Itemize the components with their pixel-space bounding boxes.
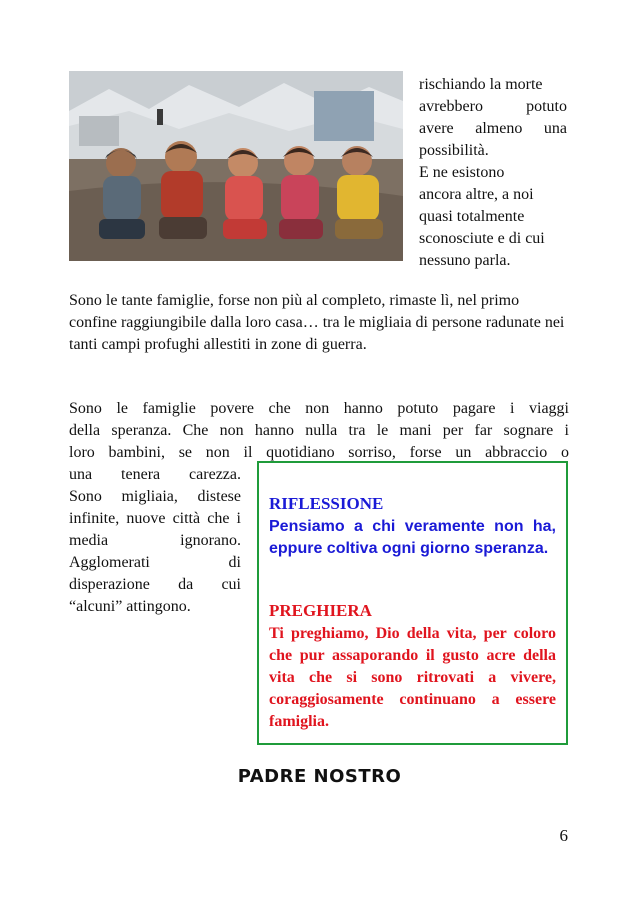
preghiera-title: PREGHIERA	[269, 601, 372, 620]
side-text	[419, 74, 567, 272]
preghiera-body: Ti preghiamo, Dio della vita, per coloro che pur assaporando il gusto acre della vita che si sono ritrovati a vivere, coraggiosamente continuano a essere famiglia.	[269, 625, 556, 730]
side-text-line: rischiando la morte	[419, 76, 543, 93]
side-text-line: nessuno parla.	[419, 252, 511, 269]
paragraph-line: della speranza. Che non hanno nulla tra le mani per far sognare i	[69, 422, 569, 439]
closing-prayer-title: PADRE NOSTRO	[237, 766, 402, 787]
photo-illustration	[69, 71, 403, 261]
side-text-line: sconosciute e di cui	[419, 230, 545, 247]
paragraph-line: una tenera carezza.	[69, 466, 241, 483]
paragraph-line: loro bambini, se non il quotidiano sorriso, forse un abbraccio o	[69, 444, 569, 461]
side-text-line: avere almeno una	[419, 120, 567, 137]
paragraph-poor-families-lines	[69, 398, 569, 464]
side-text-line: E ne esistono	[419, 164, 505, 181]
side-text-line: avrebbero potuto	[419, 98, 567, 115]
side-text-line: quasi totalmente	[419, 208, 525, 225]
refugee-children-photo	[69, 71, 403, 261]
riflessione-body: Pensiamo a chi veramente non ha, eppure coltiva ogni giorno speranza.	[269, 518, 556, 557]
riflessione-title: RIFLESSIONE	[269, 494, 384, 513]
side-text-line: possibilità.	[419, 142, 489, 159]
paragraph-families: Sono le tante famiglie, forse non più al completo, rimaste lì, nel primo confine raggiungibile dalla loro casa… tra le migliaia di persone radunate nei tanti campi profughi allestiti in zone di guerra.	[69, 292, 565, 353]
page-number: 6	[559, 826, 568, 845]
paragraph-line: Sono le famiglie povere che non hanno potuto pagare i viaggi	[69, 400, 569, 417]
left-column-text: Sono migliaia, distese infinite, nuove città che i media ignorano. Agglomerati di disperazione da cui “alcuni” attingono.	[69, 488, 241, 615]
side-text-line: ancora altre, a noi	[419, 186, 534, 203]
